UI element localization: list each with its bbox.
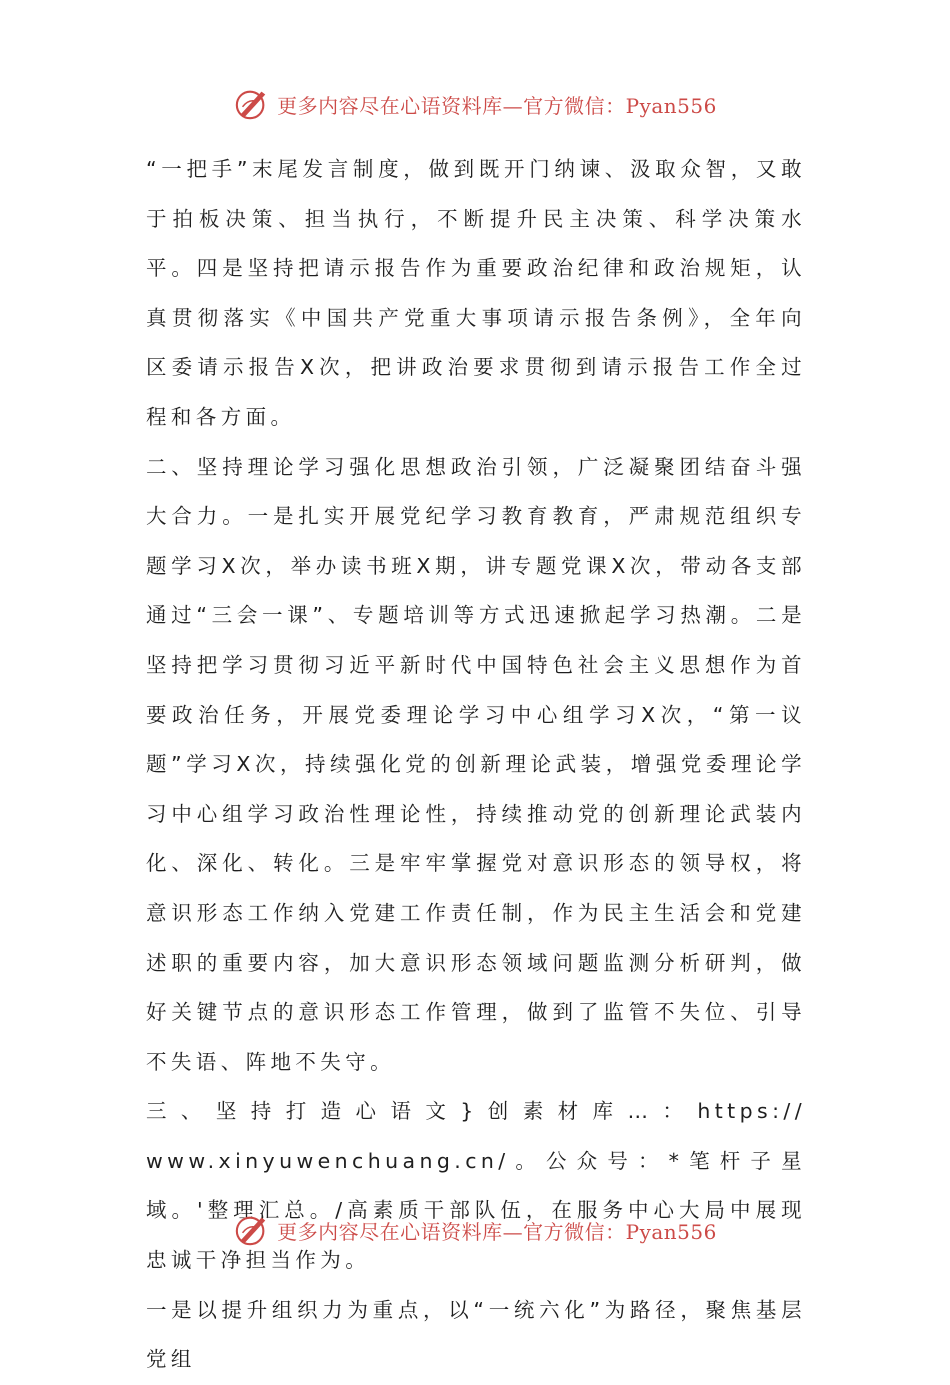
document-body [146,145,806,1385]
pen-logo-icon [233,86,271,122]
paragraph-2: 二、坚持理论学习强化思想政治引领，广泛凝聚团结奋斗强大合力。一是扎实开展党纪学习教育教育，严肃规范组织专题学习X次，举办读书班X期，讲专题党课X次，带动各支部通过“三会一课”、专题培训等方式迅速掀起学习热潮。二是坚持把学习贯彻习近平新时代中国特色社会主义思想作为首要政治任务，开展党委理论学习中心组学习X次，“第一议题”学习X次，持续强化党的创新理论武装，增强党委理论学习中心组学习政治性理论性，持续推动党的创新理论武装内化、深化、转化。三是牢牢掌握党对意识形态的领导权，将意识形态工作纳入党建工作责任制，作为民主生活会和党建述职的重要内容，加大意识形态领域问题监测分析研判，做好关键节点的意识形态工作管理，做到了监管不失位、引导不失语、阵地不失守。 [146,454,806,1074]
section-3-heading-line: 三、坚持打造心语文}创素材库…：https:// [146,1099,806,1124]
header-watermark-text: 更多内容尽在心语资料库—官方微信：Pyan556 [277,93,717,118]
header-watermark [0,84,950,124]
paragraph-last: 一是以提升组织力为重点，以“一统六化”为路径，聚焦基层党组 [146,1297,806,1372]
footer-watermark-text: 更多内容尽在心语资料库—官方微信：Pyan556 [277,1219,717,1244]
footer-watermark [0,1210,950,1250]
paragraph-1: “一把手”末尾发言制度，做到既开门纳谏、汲取众智，又敢于拍板决策、担当执行，不断提升民主决策、科学决策水平。四是坚持把请示报告作为重要政治纪律和政治规矩，认真贯彻落实《中国共产党重大事项请示报告条例》，全年向区委请示报告X次，把讲政治要求贯彻到请示报告工作全过程和各方面。 [146,157,806,429]
section-3-continuation: www.xinyuwenchuang.cn/。公众号：*笔杆子星域。'整理汇总。/高素质干部队伍，在服务中心大局中展现忠诚干净担当作为。 [146,1148,806,1273]
pen-logo-icon [233,1212,271,1248]
